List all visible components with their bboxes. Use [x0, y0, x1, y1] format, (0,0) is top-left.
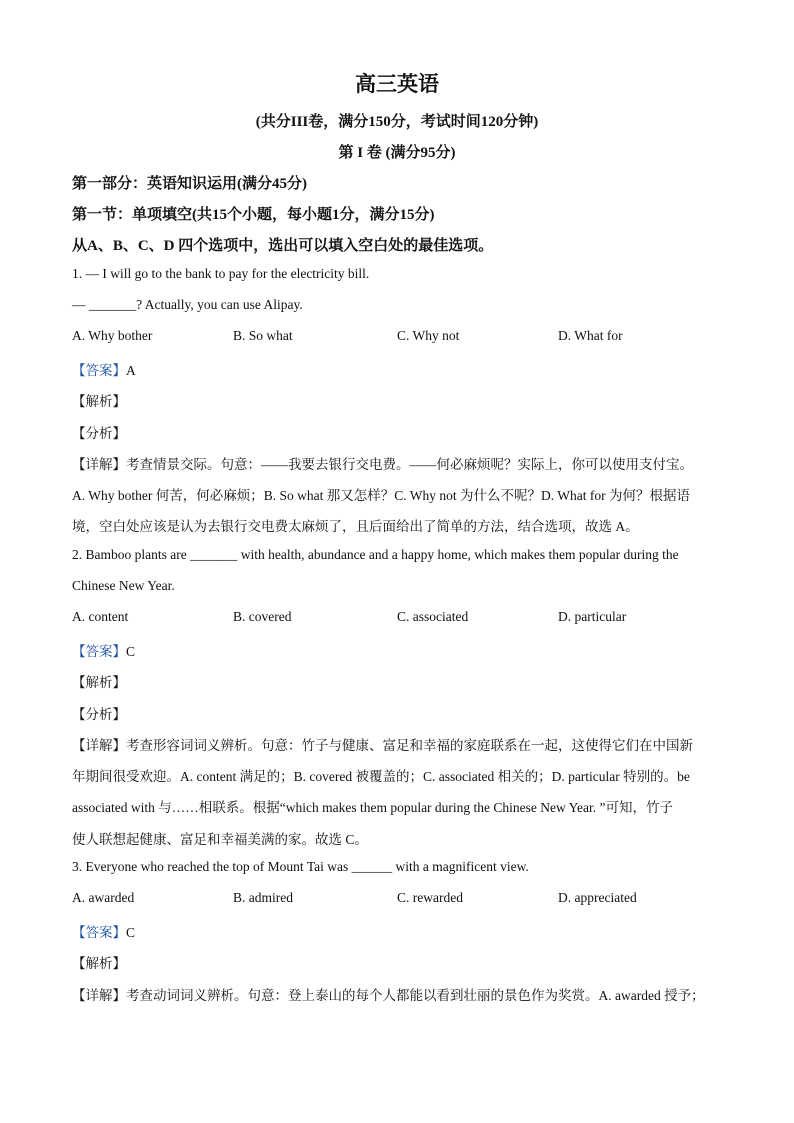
question-3-answer: [72, 921, 732, 941]
detail-label: 【详解】: [72, 988, 126, 1003]
detail-label: 【详解】: [72, 738, 126, 753]
question-2-detail-line-2: 年期间很受欢迎。A. content 满足的；B. covered 被覆盖的；C. associated 相关的；D. particular 特别的。be: [72, 769, 690, 784]
question-2-stem-line-2: Chinese New Year.: [72, 578, 175, 593]
detail-label: 【详解】: [72, 457, 126, 472]
answer-value: A: [126, 363, 136, 378]
question-2-option-b: B. covered: [233, 609, 292, 624]
question-2-answer: [72, 640, 732, 660]
question-2-option-d: D. particular: [558, 609, 627, 624]
fenxi-label: 【分析】: [72, 707, 126, 722]
detail-text: 考查动词词义辨析。句意：登上泰山的每个人都能以看到壮丽的景色作为奖赏。A. awarded 授予；: [126, 988, 705, 1003]
answer-label: 【答案】: [72, 644, 126, 659]
detail-text: 考查情景交际。句意：——我要去银行交电费。——何必麻烦呢？实际上，你可以使用支付宝。: [126, 457, 693, 472]
question-2-detail-line-4: 使人联想起健康、富足和幸福美满的家。故选 C。: [72, 832, 368, 847]
answer-label: 【答案】: [72, 925, 126, 940]
analysis-label: 【解析】: [72, 675, 126, 690]
part-heading: 第一部分：英语知识运用(满分45分): [72, 176, 307, 192]
question-1-stem-line-1: 1. — I will go to the bank to pay for the electricity bill.: [72, 266, 370, 281]
question-3-option-d: D. appreciated: [558, 890, 637, 905]
section-heading: 第一节：单项填空(共15个小题，每小题1分，满分15分): [72, 207, 435, 223]
analysis-label: 【解析】: [72, 394, 126, 409]
question-3-option-b: B. admired: [233, 890, 293, 905]
page-title: 高三英语: [355, 72, 439, 96]
question-1-detail-line-2: A. Why bother 何苦，何必麻烦；B. So what 那又怎样？C. Why not 为什么不呢？D. What for 为何？根据语: [72, 488, 690, 503]
analysis-label: 【解析】: [72, 956, 126, 971]
question-1-option-d: D. What for: [558, 328, 623, 343]
question-2-fenxi: [72, 703, 732, 723]
question-2-option-c: C. associated: [397, 609, 469, 624]
question-1-analysis: [72, 390, 732, 410]
question-1-option-a: A. Why bother: [72, 328, 153, 343]
question-3-detail-line-1: [72, 984, 732, 1004]
volume-heading: 第 I 卷 (满分95分): [338, 145, 456, 161]
question-1-detail-line-3: 境，空白处应该是认为去银行交电费太麻烦了，且后面给出了简单的方法，结合选项，故选 A。: [72, 519, 639, 534]
question-2-stem-line-1: 2. Bamboo plants are _______ with health, abundance and a happy home, which makes them popular during the: [72, 547, 679, 562]
question-1-option-b: B. So what: [233, 328, 293, 343]
question-3-analysis: [72, 952, 732, 972]
instruction: 从A、B、C、D 四个选项中，选出可以填入空白处的最佳选项。: [72, 238, 494, 254]
detail-text: 考查形容词词义辨析。句意：竹子与健康、富足和幸福的家庭联系在一起，这使得它们在中国新: [126, 738, 693, 753]
question-3-option-a: A. awarded: [72, 890, 135, 905]
exam-info: (共分III卷，满分150分，考试时间120分钟): [255, 114, 539, 130]
fenxi-label: 【分析】: [72, 426, 126, 441]
answer-value: C: [126, 925, 136, 940]
question-1-answer: [72, 359, 732, 379]
question-3-option-c: C. rewarded: [397, 890, 463, 905]
question-2-analysis: [72, 671, 732, 691]
question-3-stem-line-1: 3. Everyone who reached the top of Mount Tai was ______ with a magnificent view.: [72, 859, 529, 874]
question-1-detail-line-1: [72, 453, 732, 473]
answer-label: 【答案】: [72, 363, 126, 378]
question-1-fenxi: [72, 422, 732, 442]
question-2-option-a: A. content: [72, 609, 129, 624]
question-2-detail-line-1: [72, 734, 732, 754]
question-2-detail-line-3: associated with 与……相联系。根据“which makes them popular during the Chinese New Year. ”可知，竹子: [72, 800, 674, 815]
question-1-option-c: C. Why not: [397, 328, 460, 343]
answer-value: C: [126, 644, 136, 659]
question-1-stem-line-2: — _______? Actually, you can use Alipay.: [72, 297, 303, 312]
